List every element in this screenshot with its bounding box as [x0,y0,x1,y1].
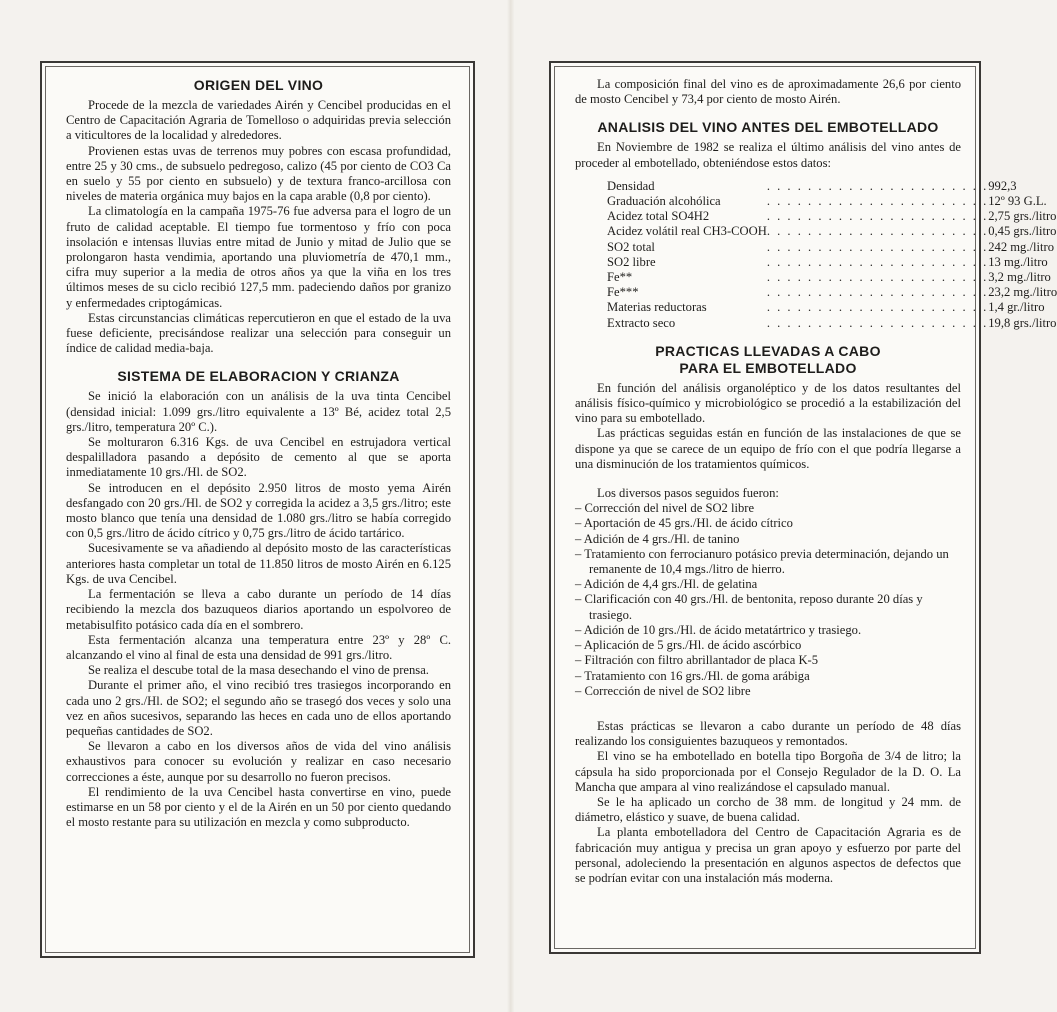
dot-leader: . . . . . . . . . . . . . . . . . . . . . . [766,254,989,269]
paragraph: Se molturaron 6.316 Kgs. de uva Cencibel en estrujadora vertical despalilladora pasando a depósito de cemento al que se aporta inmediatamente 10 grs./Hl. de SO2. [66,435,451,480]
paragraph: Esta fermentación alcanza una temperatura entre 23º y 28º C. alcanzando el vino al final de esta una densidad de 991 grs./litro. [66,632,451,662]
dot-leader: . . . . . . . . . . . . . . . . . . . . . . [766,285,989,300]
heading-practicas-2: PARA EL EMBOTELLADO [679,359,857,376]
paragraph: Durante el primer año, el vino recibió tres trasiegos incorporando en cada uno 2 grs./Hl. de SO2; el segundo año se trasegó dos veces y solo una vez en años sucesivos, separando las heces en cada uno de ellos aportando pequeñas cantidades de SO2. [66,678,451,738]
paragraph: Sucesivamente se va añadiendo al depósito mosto de las características anteriores hasta completar un total de 11.850 litros de mosto Airén en 6.125 Kgs. de uva Cencibel. [66,541,451,586]
step-item: – Aplicación de 5 grs./Hl. de ácido ascórbico [575,638,961,653]
paragraph: Se realiza el descube total de la masa desechando el vino de prensa. [88,663,429,678]
analysis-row [607,209,1057,224]
analysis-value: 23,2 mg./litro [988,285,1057,300]
heading-analisis: ANALISIS DEL VINO ANTES DEL EMBOTELLADO [597,119,939,136]
dot-leader: . . . . . . . . . . . . . . . . . . . . . . [766,270,989,285]
paragraph: En función del análisis organoléptico y de los datos resultantes del análisis físico-químico y microbiológico se procedió a la estabilización del vino para su embotellado. [575,380,961,426]
analysis-value: 3,2 mg./litro [988,270,1051,285]
paragraph: Se introducen en el depósito 2.950 litros de mosto yema Airén desfangado con 20 grs./Hl. de SO2 y corregida la acidez a 3,5 grs./litro; este mosto blanco que tenía una densidad de 1.080 grs./litro se había corregido con 0,5 grs./litro de ácido cítrico y 0,75 grs./litro de ácido tartárico. [66,480,451,541]
analysis-row [607,255,1057,270]
dot-leader: . . . . . . . . . . . . . . . . . . . . . . [766,224,989,239]
analysis-key: Densidad [607,178,655,193]
analysis-key: SO2 libre [607,254,656,269]
analysis-key: Fe*** [607,285,639,300]
dot-leader: . . . . . . . . . . . . . . . . . . . . . . [766,239,989,254]
dot-leader: . . . . . . . . . . . . . . . . . . . . . . [766,300,989,315]
analysis-row [607,316,1057,331]
analysis-key: Fe** [607,270,633,285]
paragraph: Provienen estas uvas de terrenos muy pobres con escasa profundidad, entre 25 y 30 cms., de subsuelo pedregoso, calizo (45 por ciento de CO3 Ca en suelo y 55 por ciento en subsuelo) y de textura franco-arcillosa con niveles de materia orgánica muy bajos en la capa arable (0,8 por ciento). [66,143,451,204]
paragraph: La fermentación se lleva a cabo durante un período de 14 días recibiendo la mezcla dos bazuqueos diarios aportando un espolvoreo de metabisulfito potásico cada día en el sombrero. [66,587,451,632]
paragraph: El rendimiento de la uva Cencibel hasta convertirse en vino, puede estimarse en un 58 por ciento y el de la Airén en un 50 por ciento quedando el mosto restante para su utilización en mezcla y como subproducto. [66,784,451,830]
analysis-key: Materias reductoras [607,300,707,315]
paragraph: El vino se ha embotellado en botella tipo Borgoña de 3/4 de litro; la cápsula ha sido proporcionada por el Consejo Regulador de la D. O. La Mancha que ampara al vino realizándose el capsulado manual. [575,749,961,794]
analysis-value: 12º 93 G.L. [988,194,1047,209]
right-page-panel [549,61,1057,954]
steps-list [575,501,961,699]
paragraph: Las prácticas seguidas están en función de las instalaciones de que se dispone ya que se carece de un equipo de frío con el que podría llegarse a una disminución de los tratamientos químicos. [575,426,961,471]
paragraph-intro: La composición final del vino es de aproximadamente 26,6 por ciento de mosto Cencibel y 73,4 por ciento de mosto Airén. [575,77,961,107]
analysis-row [607,224,1057,239]
analysis-row [607,285,1057,300]
paragraph: Procede de la mezcla de variedades Airén y Cencibel producidas en el Centro de Capacitación Agraria de Tomelloso o adquiridas previa selección a viticultores de la localidad y alrededores. [66,98,451,143]
analysis-key: Acidez volátil real CH3-COOH [607,224,767,239]
step-item: – Corrección de nivel de SO2 libre [575,684,961,699]
analysis-key: Graduación alcohólica [607,194,721,209]
analysis-value: 2,75 grs./litro [988,209,1057,224]
heading-sistema: SISTEMA DE ELABORACION Y CRIANZA [117,368,400,385]
dot-leader: . . . . . . . . . . . . . . . . . . . . . . [766,194,989,209]
analysis-value: 1,4 gr./litro [988,300,1045,315]
analysis-row [607,194,1057,209]
analysis-row [607,240,1057,255]
paragraph: Estas circunstancias climáticas repercutieron en que el estado de la uva fuese deficiente, precisándose realizar una selección para conseguir un índice de calidad media-baja. [66,310,451,356]
analysis-row [607,300,1057,315]
heading-practicas: PRACTICAS LLEVADAS A CABO [655,342,881,359]
paragraph: En Noviembre de 1982 se realiza el último análisis del vino antes de proceder al embotellado, obteniéndose estos datos: [575,140,961,170]
analysis-table [607,179,1057,331]
step-item: – Clarificación con 40 grs./Hl. de bentonita, reposo durante 20 días y trasiego. [575,592,961,622]
analysis-value: 13 mg./litro [988,254,1048,269]
page-fold [507,0,515,1012]
analysis-value: 992,3 [988,178,1017,193]
analysis-key: Extracto seco [607,315,676,330]
paragraph: Estas prácticas se llevaron a cabo durante un período de 48 días realizando los consiguientes bazuqueos y remontados. [575,718,961,749]
dot-leader: . . . . . . . . . . . . . . . . . . . . . . [766,209,989,224]
dot-leader: . . . . . . . . . . . . . . . . . . . . . . [766,178,989,193]
step-item: – Corrección del nivel de SO2 libre [575,501,961,516]
paragraph: Se le ha aplicado un corcho de 38 mm. de longitud y 24 mm. de diámetro, elástico y suave, de buena calidad. [575,794,961,825]
step-item: – Tratamiento con 16 grs./Hl. de goma arábiga [575,669,961,684]
heading-origen: ORIGEN DEL VINO [193,77,324,93]
step-item: – Tratamiento con ferrocianuro potásico previa determinación, dejando un remanente de 10,4 mgs./litro de hierro. [575,547,961,577]
step-item: – Adición de 4,4 grs./Hl. de gelatina [575,577,961,592]
analysis-value: 0,45 grs./litro [988,224,1057,239]
analysis-row [607,179,1057,194]
paragraph: La planta embotelladora del Centro de Capacitación Agraria es de fabricación muy antigua y precisa un gran apoyo y esfuerzo por parte del personal, adoleciendo la presentación en algunos aspectos de defectos que se podrían evitar con una instalación más moderna. [575,825,961,885]
analysis-key: Acidez total SO4H2 [607,209,710,224]
analysis-key: SO2 total [607,239,655,254]
dot-leader: . . . . . . . . . . . . . . . . . . . . . . [766,315,989,330]
paragraph: Se inició la elaboración con un análisis de la uva tinta Cencibel (densidad inicial: 1.099 grs./litro equivalente a 13º Bé, acidez total 2,5 grs./litro, temperatura 20º C.). [66,389,451,434]
analysis-value: 19,8 grs./litro [988,315,1057,330]
analysis-row [607,270,1057,285]
left-page-panel [40,61,475,958]
paragraph: La climatología en la campaña 1975-76 fue adversa para el logro de un fruto de calidad aceptable. El tiempo fue tormentoso y frío con poca insolación e intensas lluvias entre mitad de Junio y mitad de Julio que se prolongaron hasta vendimia, aportando una pluviometría de 470,1 mm., cifra muy superior a la media de otros años ya que la viña en los tres últimos meses de su ciclo recibió 127,5 mm. padeciendo daños por granizo y enfermedades criptogámicas. [66,204,451,310]
steps-intro: Los diversos pasos seguidos fueron: [597,486,779,501]
step-item: – Filtración con filtro abrillantador de placa K-5 [575,653,961,668]
analysis-value: 242 mg./litro [988,239,1054,254]
step-item: – Adición de 4 grs./Hl. de tanino [575,532,961,547]
paragraph: Se llevaron a cabo en los diversos años de vida del vino análisis exhaustivos para conocer su evolución y realizar en caso necesario correcciones a éste, aunque por su desarrollo no fueron precisos. [66,739,451,784]
step-item: – Adición de 10 grs./Hl. de ácido metatártrico y trasiego. [575,623,961,638]
step-item: – Aportación de 45 grs./Hl. de ácido cítrico [575,516,961,531]
